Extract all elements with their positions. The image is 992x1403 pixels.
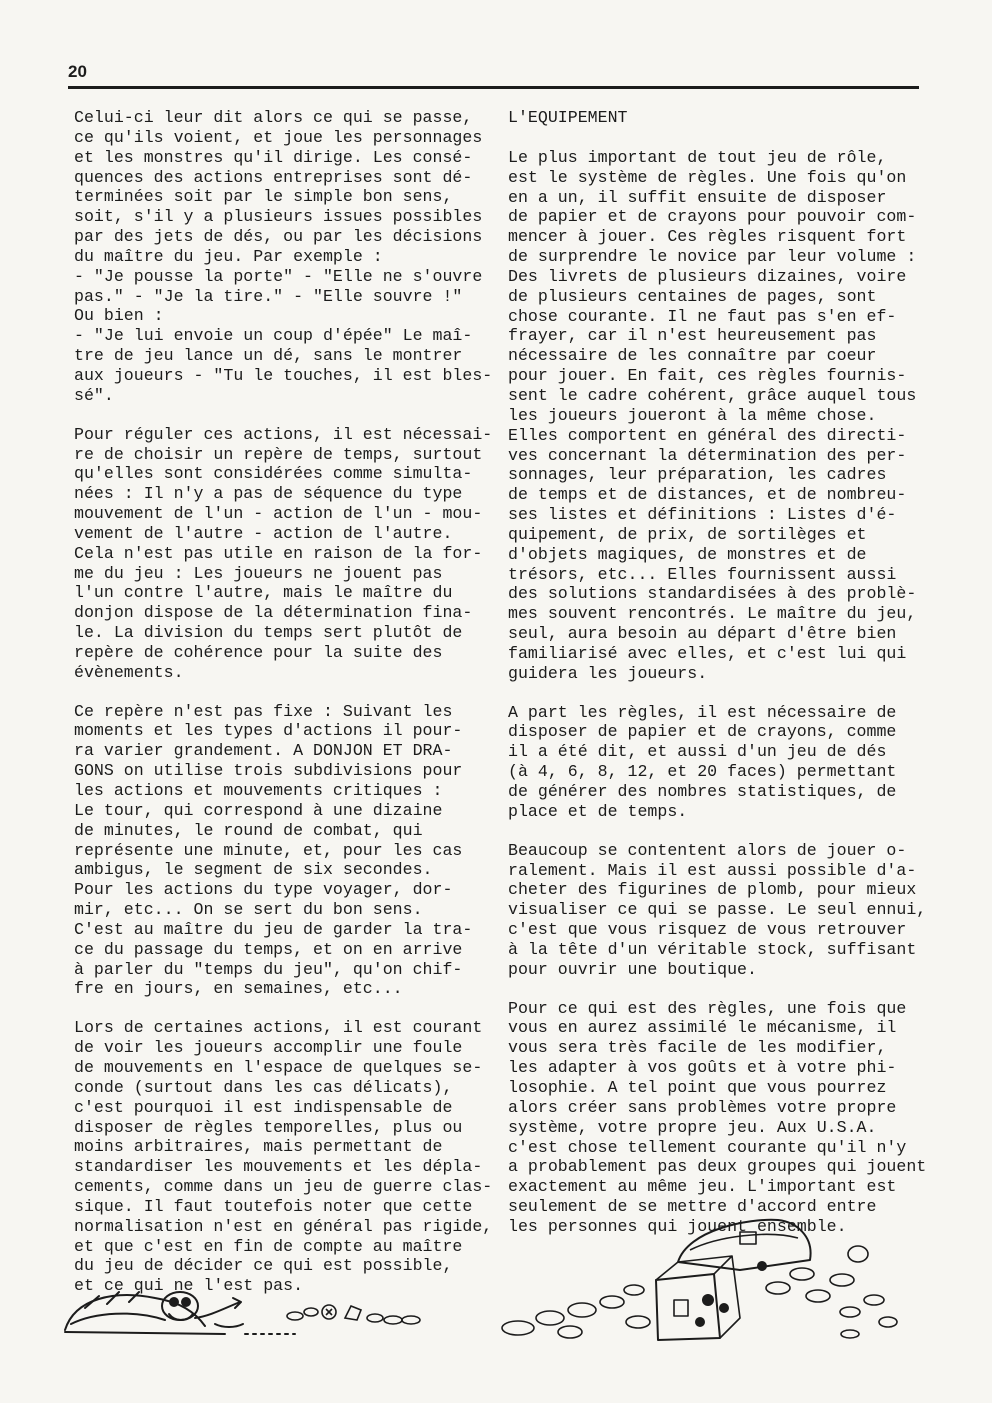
treasure-chest-illustration <box>478 1210 918 1350</box>
right-paragraph-4: Pour ce qui est des règles, une fois que vous en aurez assimilé le mécanisme, il vous sera très facile de les modifier, les adapter à vos goûts et à votre phi- losophie. A tel point que vous pourrez alors créer sans problèmes votre propre système, votre propre jeu. Aux U.S.A. c'est chose tellement courante qu'il n'y a probablement pas deux groupes qui jouent exactement au même jeu. L'important est seulement de se mettre d'accord entre les personnes qui jouent ensemble. <box>508 998 927 1236</box>
right-paragraph-1: Le plus important de tout jeu de rôle, est le système de règles. Une fois qu'on en a un, il suffit ensuite de disposer de papier et de crayons pour pouvoir com- mencer à jouer. Ces règles risquent fort de surprendre le novice par leur volume : Des livrets de plusieurs dizaines, voire de plusieurs centaines de pages, sont chose courante. Il ne faut pas s'en ef- frayer, car il n'est heureusement pas nécessaire de les connaître par coeur pour jouer. En fait, ces règles fournis- sent le cadre cohérent, grâce auquel tous les joueurs joueront à la même chose. Elles comportent en général des directi- ves concernant la détermination des per- sonnages, leur préparation, les cadres de temps et de distances, et de nombreu- ses listes et définitions : Listes d'é- quipement, de prix, de sortilèges et d'objets magiques, de monstres et de trésors, etc... Elles fournissent aussi des solutions standardisées à des problè- mes souvent rencontrés. Le maître du jeu, seul, aura besoin au départ d'être bien familiarisé avec elles, et c'est lui qui guidera les joueurs. <box>508 147 917 683</box>
right-column <box>508 108 933 1256</box>
right-paragraph-2: A part les règles, il est nécessaire de disposer de papier et de crayons, comme il a été dit, et aussi d'un jeu de dés (à 4, 6, 8, 12, et 20 faces) permettant de générer des nombres statistiques, de place et de temps. <box>508 702 897 821</box>
header-rule <box>68 86 919 89</box>
left-column <box>74 108 494 1315</box>
creature-illustration <box>55 1268 435 1348</box>
left-paragraph-2: Pour réguler ces actions, il est nécessai- re de choisir un repère de temps, surtout qu'elles sont considérées comme simulta- nées : Il n'y a pas de séquence du type mouvement de l'un - action de l'un - mou- vement de l'autre - action de l'autre. Cela n'est pas utile en raison de la for- me du jeu : Les joueurs ne jouent pas l'un contre l'autre, mais le maître du donjon dispose de la détermination fina- le. La division du temps sert plutôt de repère de cohérence pour la suite des évènements. <box>74 424 493 682</box>
left-paragraph-4: Lors de certaines actions, il est courant de voir les joueurs accomplir une foule de mouvements en l'espace de quelques se- conde (surtout dans les cas délicats), c'est pourquoi il est indispensable de disposer de règles temporelles, plus ou moins arbitraires, mais permettant de standardiser les mouvements et les dépla- cements, comme dans un jeu de guerre clas- sique. Il faut toutefois noter que cette normalisation n'est en général pas rigide, et que c'est en fin de compte au maître du jeu de décider ce qui est possible, et ce qui ne l'est pas. <box>74 1018 493 1296</box>
page-number: 20 <box>68 62 87 81</box>
right-paragraph-3: Beaucoup se contentent alors de jouer o- ralement. Mais il est aussi possible d'a- cheter des figurines de plomb, pour mieux visualiser ce qui se passe. Le seul ennui, c'est que vous risquez de vous retrouver à la tête d'un véritable stock, suffisant pour ouvrir une boutique. <box>508 840 927 979</box>
left-paragraph-3: Ce repère n'est pas fixe : Suivant les moments et les types d'actions il pour- ra varier grandement. A DONJON ET DRA- GONS on utilise trois subdivisions pour les actions et mouvements critiques : Le tour, qui correspond à une dizaine de minutes, le round de combat, qui représente une minute, et, pour les cas ambigus, le segment de six secondes. Pour les actions du type voyager, dor- mir, etc... On se sert du bon sens. C'est au maître du jeu de garder la tra- ce du passage du temps, et on en arrive à parler du "temps du jeu", qu'on chif- fre en jours, en semaines, etc... <box>74 701 473 999</box>
section-heading: L'EQUIPEMENT <box>508 108 628 127</box>
left-paragraph-1: Celui-ci leur dit alors ce qui se passe, ce qu'ils voient, et joue les personnages et les monstres qu'il dirige. Les consé- quences des actions entreprises sont dé- terminées soit par le simple bon sens, soit, s'il y a plusieurs issues possibles par des jets de dés, ou par les décisions du maître du jeu. Par exemple : - "Je pousse la porte" - "Elle ne s'ouvre pas." - "Je la tire." - "Elle souvre !" Ou bien : - "Je lui envoie un coup d'épée" Le maî- tre de jeu lance un dé, sans le montrer aux joueurs - "Tu le touches, il est bles- sé". <box>74 108 493 405</box>
